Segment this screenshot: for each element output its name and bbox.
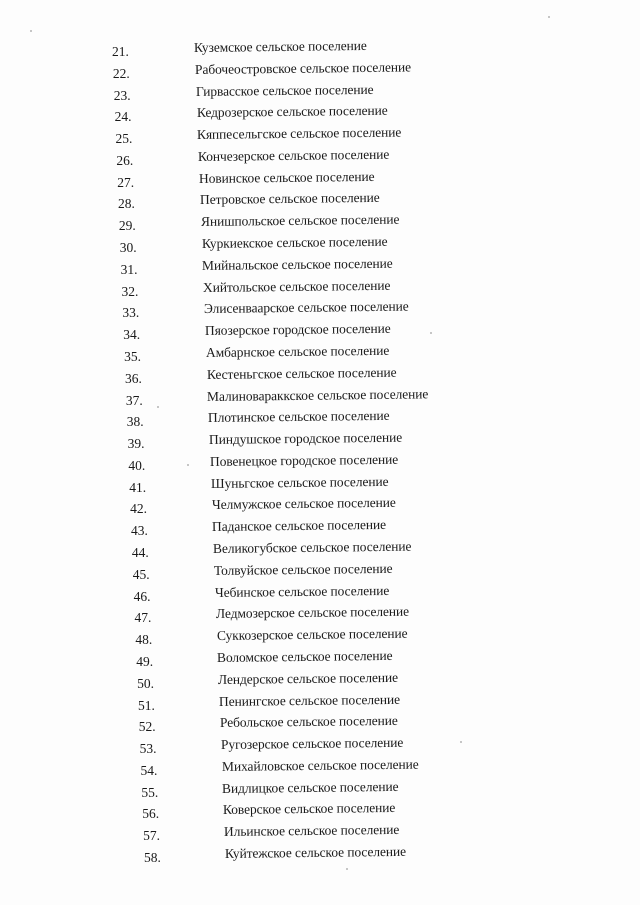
settlement-name: Суккозерское сельское поселение [216,625,408,644]
settlement-name: Челмужское сельское поселение [211,495,396,513]
settlement-name: Петровское сельское поселение [199,190,380,208]
list-item [0,779,640,799]
item-number: 27. [117,174,135,190]
settlement-name: Шуньгское сельское поселение [210,473,389,491]
list-item [0,822,640,842]
item-number: 28. [118,196,135,212]
item-number: 47. [134,610,152,626]
list-item [0,452,640,472]
settlement-name: Новинское сельское поселение [198,168,375,186]
item-number: 41. [129,479,147,495]
item-number: 45. [132,566,150,582]
item-number: 31. [120,261,138,277]
list-item [0,234,640,254]
list-item [0,82,640,102]
settlement-name: Кончезерское сельское поселение [198,146,390,164]
settlement-name: Пяозерское городское поселение [204,320,391,339]
item-number: 40. [128,457,146,473]
settlement-name: Янишпольское сельское поселение [200,211,400,230]
item-number: 22. [112,65,130,81]
list-item [0,800,640,820]
settlement-name: Видлицкое сельское поселение [222,778,400,796]
item-number: 33. [122,305,140,321]
list-item [0,321,640,341]
list-item [0,60,640,80]
settlement-name: Михайловское сельское поселение [221,756,419,774]
list-item [0,692,640,712]
list-item [0,735,640,755]
settlement-name: Ильинское сельское поселение [224,822,400,840]
item-number: 48. [135,632,153,648]
settlement-name: Пенингское сельское поселение [219,691,401,709]
list-item [0,757,640,777]
settlement-name: Плотинское сельское поселение [208,408,390,426]
list-item [0,169,640,189]
item-number: 21. [112,44,129,59]
list-item [0,430,640,450]
item-number: 58. [144,850,161,865]
settlement-name: Мийнальское сельское поселение [202,255,394,273]
list-item [0,517,640,537]
list-item [0,387,640,407]
item-number: 23. [113,87,131,103]
settlement-name: Толвуйское сельское поселение [213,560,393,578]
list-item [0,604,640,624]
item-number: 29. [118,218,136,234]
item-number: 34. [123,327,141,343]
item-number: 39. [127,436,145,452]
settlement-name: Великогубское сельское поселение [213,538,412,557]
list-item [0,278,640,298]
settlement-name: Чебинское сельское поселение [214,582,390,600]
list-item [0,713,640,733]
settlement-name: Ребольское сельское поселение [219,713,398,731]
list-item [0,626,640,646]
item-number: 26. [116,152,134,168]
item-number: 46. [133,588,151,604]
list-item [0,408,640,428]
item-number: 50. [137,675,154,691]
item-number: 32. [121,283,139,299]
list-item [0,495,640,515]
item-number: 44. [131,545,149,561]
settlement-name: Кяппесельгское сельское поселение [197,124,402,143]
list-item [0,256,640,276]
settlement-name: Гирвасское сельское поселение [195,81,374,99]
settlement-name: Рабочеостровское сельское поселение [194,59,411,77]
settlement-name: Куйтежское сельское поселение [224,843,407,861]
settlement-name: Амбарнское сельское поселение [205,342,389,360]
list-item [0,561,640,581]
item-number: 54. [140,762,158,778]
list-item [0,147,640,167]
settlement-name: Ледмозерское сельское поселение [215,604,409,622]
list-item [0,539,640,559]
item-number: 35. [124,348,141,364]
item-number: 38. [126,414,144,430]
item-number: 43. [131,523,148,539]
settlement-name: Кестеньгское сельское поселение [206,364,397,382]
list-item [0,212,640,232]
list-item [0,190,640,210]
item-number: 52. [138,719,156,735]
item-number: 56. [142,806,160,822]
list-item [0,125,640,145]
settlement-name: Кедрозерское сельское поселение [196,103,388,121]
settlement-name: Пиндушское городское поселение [208,429,403,448]
list-item [0,844,640,864]
item-number: 49. [136,653,154,669]
item-number: 37. [125,392,143,408]
settlement-name: Воломское сельское поселение [217,647,394,665]
settlement-name: Куркиекское сельское поселение [201,233,388,252]
settlement-name: Коверское сельское поселение [223,800,396,818]
settlement-name: Повенецкое городское поселение [209,451,399,469]
list-item [0,38,640,58]
item-number: 25. [115,131,133,147]
settlement-name: Паданское сельское поселение [212,517,387,535]
item-number: 36. [124,370,142,386]
list-item [0,299,640,319]
settlement-name: Малиновараккское сельское поселение [207,385,429,404]
item-number: 57. [143,828,160,844]
settlement-name: Элисенваарское сельское поселение [203,298,409,317]
item-number: 42. [130,501,148,517]
item-number: 53. [139,741,157,757]
settlement-name: Ругозерское сельское поселение [220,734,404,753]
list-item [0,343,640,363]
settlement-name: Хийтольское сельское поселение [203,277,391,295]
list-item [0,474,640,494]
item-number: 30. [119,240,137,256]
settlement-name: Куземское сельское поселение [193,37,367,55]
item-number: 55. [141,784,159,800]
item-number: 51. [137,697,155,713]
list-item [0,583,640,603]
item-number: 24. [114,109,132,125]
list-item [0,648,640,668]
list-item [0,670,640,690]
list-item [0,103,640,123]
settlement-name: Лендерское сельское поселение [218,669,399,687]
list-item [0,365,640,385]
